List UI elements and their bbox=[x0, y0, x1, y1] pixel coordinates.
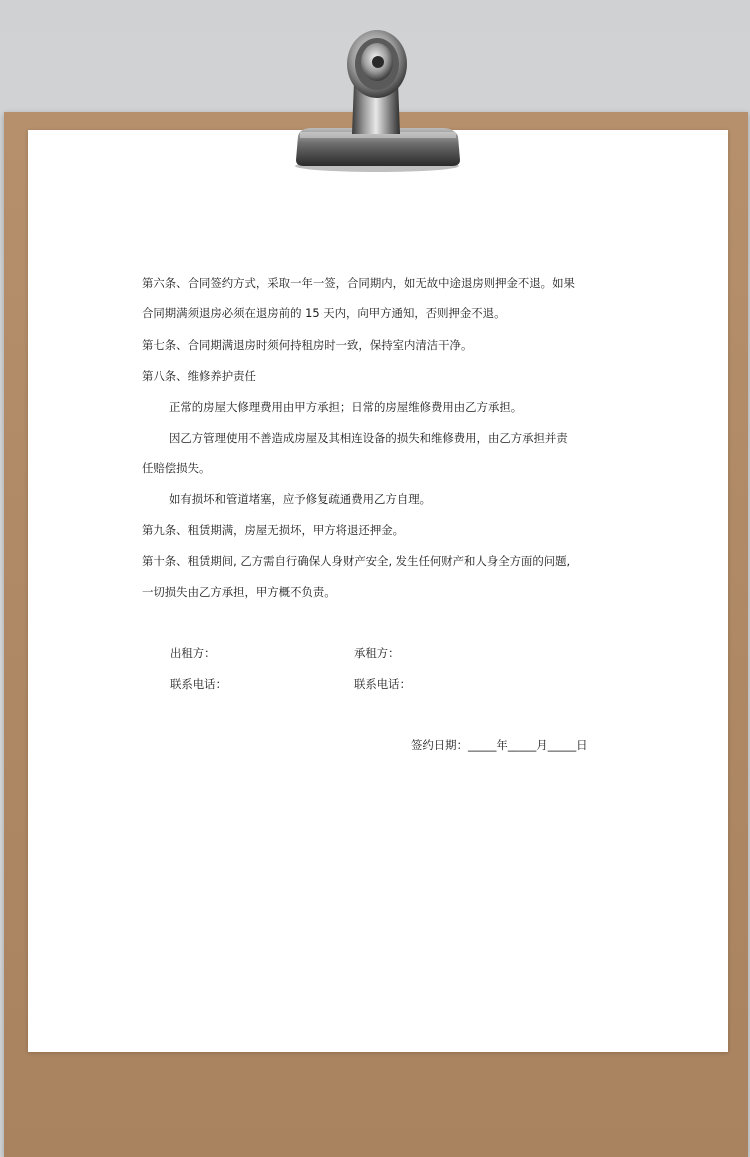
lessor-label: 出租方： bbox=[170, 646, 216, 660]
lessee-label: 承租方： bbox=[354, 646, 400, 660]
clause-8-para-2-line-2: 任赔偿损失。 bbox=[142, 461, 211, 475]
binder-clip-icon bbox=[282, 24, 472, 174]
clause-8-para-1: 正常的房屋大修理费用由甲方承担；日常的房屋维修费用由乙方承担。 bbox=[169, 400, 523, 414]
clause-10-line-1: 第十条、租赁期间, 乙方需自行确保人身财产安全, 发生任何财产和人身全方面的问题, bbox=[142, 554, 571, 568]
clause-8-para-3: 如有损坏和管道堵塞，应予修复疏通费用乙方自理。 bbox=[169, 492, 431, 506]
clause-9: 第九条、租赁期满，房屋无损坏，甲方将退还押金。 bbox=[142, 523, 404, 537]
clause-8-heading: 第八条、维修养护责任 bbox=[142, 369, 256, 383]
clause-6-line-1: 第六条、合同签约方式，采取一年一签，合同期内，如无故中途退房则押金不退。如果 bbox=[142, 276, 575, 290]
clause-6-line-2: 合同期满须退房必须在退房前的 15 天内，向甲方通知，否则押金不退。 bbox=[142, 306, 506, 320]
clause-8-para-2-line-1: 因乙方管理使用不善造成房屋及其相连设备的损失和维修费用，由乙方承担并责 bbox=[169, 431, 568, 445]
lessee-phone-label: 联系电话： bbox=[354, 677, 411, 691]
contract-paper bbox=[28, 130, 728, 1052]
clause-7: 第七条、合同期满退房时须何持租房时一致，保持室内清洁干净。 bbox=[142, 338, 473, 352]
lessor-phone-label: 联系电话： bbox=[170, 677, 227, 691]
clause-10-line-2: 一切损失由乙方承担，甲方概不负责。 bbox=[142, 585, 336, 599]
signing-date: 签约日期：_____年_____月_____日 bbox=[411, 738, 588, 752]
